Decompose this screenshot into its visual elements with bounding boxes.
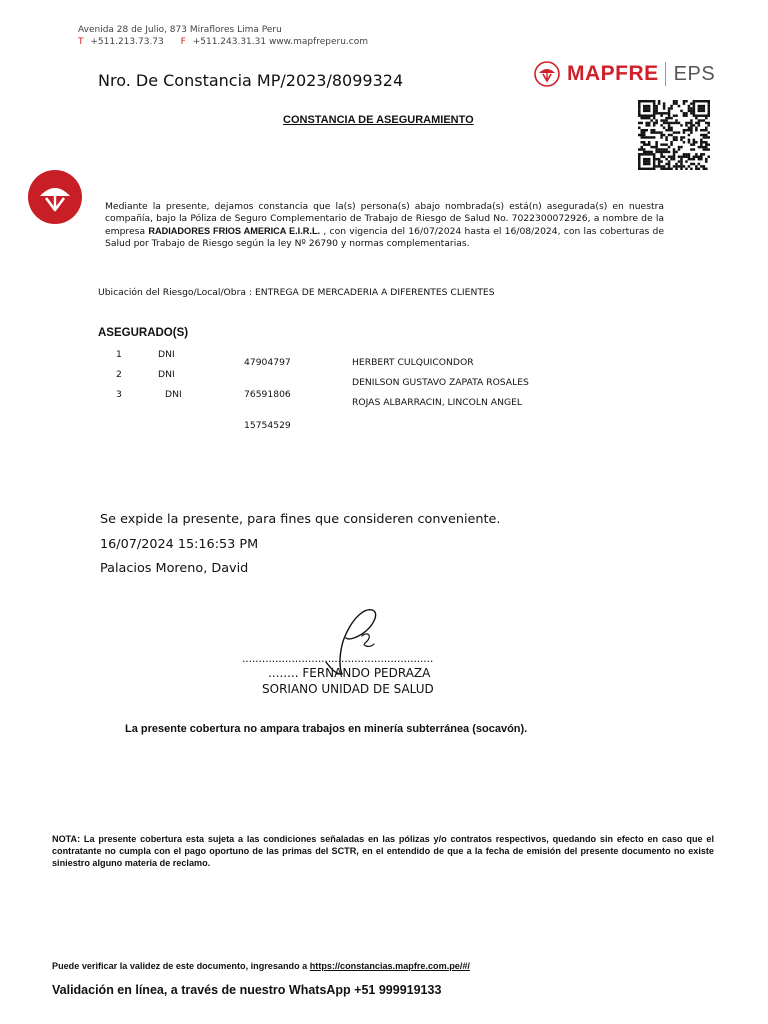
certificate-number: Nro. De Constancia MP/2023/8099324 — [98, 71, 404, 90]
mapfre-logo-icon — [534, 61, 560, 87]
signer-unit: SORIANO UNIDAD DE SALUD — [262, 682, 434, 696]
doc-number: 15754529 — [244, 420, 291, 431]
intro-paragraph — [105, 201, 664, 250]
fax-label: F — [180, 37, 186, 47]
issue-datetime: 16/07/2024 15:16:53 PM — [100, 537, 259, 552]
signer-name: ........ FERNANDO PEDRAZA — [268, 666, 431, 680]
intro-text-2: , con vigencia del 16/07/2024 hasta el 16/08/2024, con las coberturas de Salud por Trabajo de Riesgo según la ley Nº 26790 y normas complementarias. — [105, 226, 665, 249]
company-name: RADIADORES FRIOS AMERICA E.I.R.L. — [148, 226, 321, 236]
company-address-block — [78, 24, 368, 48]
issuer-name: Palacios Moreno, David — [100, 561, 249, 576]
doc-type: DNI — [158, 369, 175, 380]
fax-and-web: +511.243.31.31 www.mapfreperu.com — [192, 37, 369, 47]
insured-name: HERBERT CULQUICONDOR — [352, 357, 474, 368]
insured-name: ROJAS ALBARRACIN, LINCOLN ANGEL — [352, 397, 523, 408]
mining-exclusion-note: La presente cobertura no ampara trabajos en minería subterránea (socavón). — [125, 723, 528, 735]
verification-line — [52, 961, 470, 971]
insured-name: DENILSON GUSTAVO ZAPATA ROSALES — [352, 377, 529, 388]
brand-sub: EPS — [673, 62, 716, 85]
document-title: CONSTANCIA DE ASEGURAMIENTO — [283, 114, 474, 126]
closing-statement: Se expide la presente, para fines que consideren conveniente. — [100, 512, 501, 527]
risk-location: Ubicación del Riesgo/Local/Obra : ENTREGA DE MERCADERIA A DIFERENTES CLIENTES — [98, 287, 495, 298]
verification-text: Puede verificar la validez de este documento, ingresando a — [52, 961, 310, 971]
doc-type: DNI — [165, 389, 182, 400]
row-number: 1 — [116, 349, 122, 360]
brand-name: MAPFRE — [567, 62, 659, 85]
row-number: 2 — [116, 369, 122, 380]
doc-number: 76591806 — [244, 389, 291, 400]
intro-text-1: Mediante la presente, dejamos constancia que la(s) persona(s) abajo nombrada(s) está(n) asegurada(s) en nuestra compañía, bajo la Póliza de Seguro Complementario de Trabajo de Riesgo de Salud No. 7022300072926, a nombre de la empresa — [105, 201, 664, 237]
mapfre-badge-icon — [28, 170, 82, 224]
company-address: Avenida 28 de Julio, 873 Miraflores Lima Peru — [78, 25, 282, 35]
doc-type: DNI — [158, 349, 175, 360]
whatsapp-validation: Validación en línea, a través de nuestro WhatsApp +51 999919133 — [52, 983, 442, 997]
phone-label: T — [78, 37, 84, 47]
phone-number: +511.213.73.73 — [90, 37, 164, 47]
doc-number: 47904797 — [244, 357, 291, 368]
mapfre-eps-logo — [534, 58, 715, 90]
verification-link[interactable]: https://constancias.mapfre.com.pe/#/ — [309, 961, 470, 971]
qr-code — [638, 100, 710, 170]
signature-line: .......................................................... — [242, 652, 434, 665]
brand-divider — [665, 62, 666, 86]
company-contacts — [78, 36, 368, 48]
row-number: 3 — [116, 389, 122, 400]
legal-note: NOTA: La presente cobertura esta sujeta a las condiciones señaladas en las pólizas y/o contratos respectivos, quedando sin efecto en caso que el contratante no cumpla con el pago oportuno de las primas del SCTR, en el entendido de que a la fecha de emisión del presente documento no existe siniestro alguno materia de reclamo. — [52, 834, 714, 868]
insured-heading: ASEGURADO(S) — [98, 327, 189, 339]
